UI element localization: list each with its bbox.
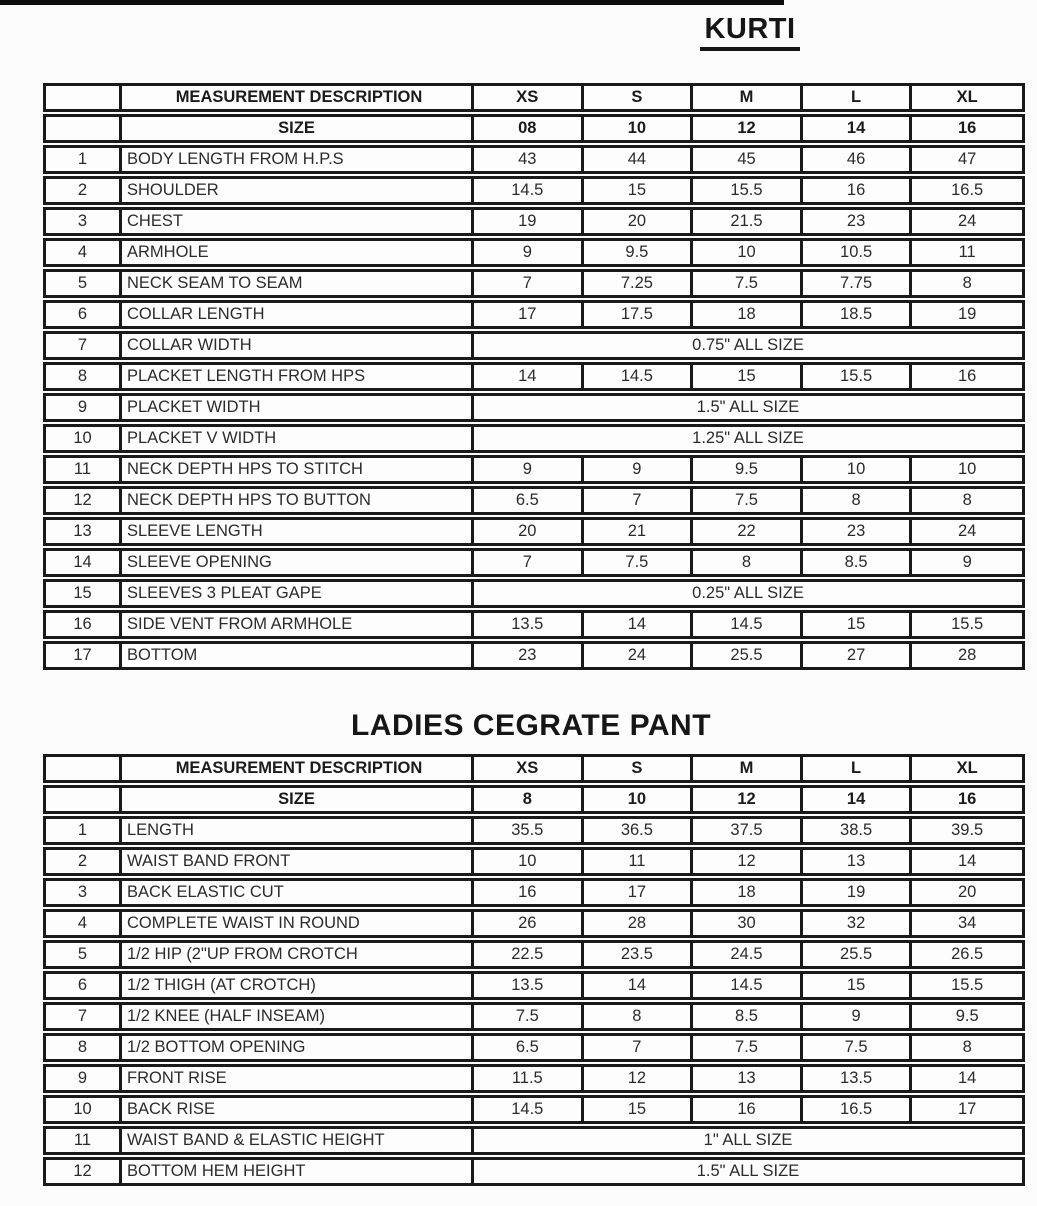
size-column-header: M [693, 757, 803, 780]
table-row [43, 176, 1025, 205]
size-number-cell: 8 [474, 788, 584, 811]
measurement-description-header: MEASUREMENT DESCRIPTION [122, 757, 474, 780]
size-value-cell: 27 [803, 644, 913, 667]
size-value-cell: 7 [584, 1036, 694, 1059]
size-value-cell: 16 [474, 881, 584, 904]
all-size-merged-cell: 0.25" ALL SIZE [692, 584, 804, 602]
size-number-cell: 12 [693, 788, 803, 811]
size-value-cell: 24 [958, 522, 977, 540]
size-value-cell: 15 [693, 365, 803, 388]
size-value-cell: 17 [474, 303, 584, 326]
size-value-cell: 21 [584, 520, 694, 543]
size-value-cell: 28 [584, 912, 694, 935]
size-value-cell: 16 [803, 179, 913, 202]
measurement-description-cell: BACK ELASTIC CUT [122, 881, 474, 904]
measurement-description-cell: COMPLETE WAIST IN ROUND [122, 912, 474, 935]
size-number-cell: 14 [803, 117, 913, 140]
row-number-cell: 14 [46, 551, 122, 574]
size-value-cell: 46 [803, 148, 913, 171]
size-value-cell: 9 [474, 458, 584, 481]
size-value-cell: 7.5 [584, 551, 694, 574]
size-value-cell: 19 [474, 210, 584, 233]
size-value-cell: 35.5 [474, 819, 584, 842]
size-value-cell: 8 [962, 491, 972, 509]
size-value-cell: 20 [584, 210, 694, 233]
row-number-cell: 1 [46, 819, 122, 842]
measurement-description-cell: WAIST BAND & ELASTIC HEIGHT [122, 1129, 474, 1152]
measurement-description-cell: 1/2 HIP (2"UP FROM CROTCH [122, 943, 474, 966]
measurement-description-cell: SHOULDER [122, 179, 474, 202]
table-row [43, 393, 1025, 422]
table-row [43, 1002, 1025, 1031]
size-value-cell: 47 [958, 150, 977, 168]
table-row [43, 362, 1025, 391]
measurement-description-cell: SLEEVES 3 PLEAT GAPE [122, 582, 474, 605]
size-value-cell: 23 [474, 644, 584, 667]
row-number-cell: 3 [46, 881, 122, 904]
row-number-cell: 5 [46, 943, 122, 966]
all-size-merged-cell: 0.75" ALL SIZE [692, 336, 804, 354]
size-value-cell: 8 [584, 1005, 694, 1028]
all-size-merged-cell: 1.5" ALL SIZE [696, 1162, 800, 1180]
measurement-description-cell: PLACKET LENGTH FROM HPS [122, 365, 474, 388]
size-value-cell: 23 [803, 520, 913, 543]
size-value-cell: 7 [474, 272, 584, 295]
size-value-cell: 10 [803, 458, 913, 481]
row-number-cell [46, 86, 122, 109]
table-row [43, 269, 1025, 298]
table-row [43, 940, 1025, 969]
size-value-cell: 14 [474, 365, 584, 388]
size-value-cell: 16 [693, 1098, 803, 1121]
row-number-cell: 12 [46, 489, 122, 512]
scan-artifact-top-bar [0, 0, 784, 5]
size-value-cell: 10 [958, 460, 977, 478]
size-value-cell: 43 [474, 148, 584, 171]
measurement-description-cell: LENGTH [122, 819, 474, 842]
size-value-cell: 14.5 [693, 613, 803, 636]
row-number-cell: 17 [46, 644, 122, 667]
kurti-measurement-table [43, 83, 1025, 670]
size-value-cell: 7 [584, 489, 694, 512]
size-value-cell: 13.5 [474, 613, 584, 636]
size-value-cell: 7.25 [584, 272, 694, 295]
table-row [43, 816, 1025, 845]
size-value-cell: 8.5 [693, 1005, 803, 1028]
size-row-label: SIZE [122, 117, 474, 140]
row-number-cell: 11 [46, 458, 122, 481]
size-value-cell: 15.5 [693, 179, 803, 202]
size-value-cell: 26 [474, 912, 584, 935]
measurement-description-cell: NECK DEPTH HPS TO STITCH [122, 458, 474, 481]
size-value-cell: 30 [693, 912, 803, 935]
measurement-description-cell: CHEST [122, 210, 474, 233]
table-row [43, 878, 1025, 907]
size-column-header: XS [474, 86, 584, 109]
size-value-cell: 10 [474, 850, 584, 873]
table-row [43, 517, 1025, 546]
table-row [43, 579, 1025, 608]
size-value-cell: 34 [958, 914, 977, 932]
pant-title: LADIES CEGRATE PANT [350, 709, 712, 742]
size-value-cell: 38.5 [803, 819, 913, 842]
row-number-cell: 15 [46, 582, 122, 605]
size-value-cell: 37.5 [693, 819, 803, 842]
kurti-title [650, 13, 850, 46]
row-number-cell: 6 [46, 974, 122, 997]
size-column-header: L [803, 86, 913, 109]
table-row [43, 785, 1025, 814]
size-value-cell: 15 [584, 179, 694, 202]
size-number-cell: 08 [474, 117, 584, 140]
size-column-header: M [693, 86, 803, 109]
size-value-cell: 9 [803, 1005, 913, 1028]
size-value-cell: 9.5 [584, 241, 694, 264]
size-number-cell: 16 [958, 119, 977, 137]
size-value-cell: 14 [958, 852, 977, 870]
table-row [43, 424, 1025, 453]
size-value-cell: 22.5 [474, 943, 584, 966]
table-row [43, 300, 1025, 329]
all-size-merged-cell: 1.25" ALL SIZE [692, 429, 804, 447]
table-row [43, 610, 1025, 639]
row-number-cell: 3 [46, 210, 122, 233]
measurement-description-cell: BOTTOM [122, 644, 474, 667]
measurement-description-cell: WAIST BAND FRONT [122, 850, 474, 873]
measurement-description-header: MEASUREMENT DESCRIPTION [122, 86, 474, 109]
size-value-cell: 44 [584, 148, 694, 171]
size-value-cell: 19 [803, 881, 913, 904]
size-value-cell: 6.5 [474, 489, 584, 512]
size-value-cell: 9.5 [955, 1007, 979, 1025]
size-value-cell: 23.5 [584, 943, 694, 966]
size-value-cell: 23 [803, 210, 913, 233]
measurement-description-cell: 1/2 KNEE (HALF INSEAM) [122, 1005, 474, 1028]
size-value-cell: 11 [584, 850, 694, 873]
size-value-cell: 15.5 [803, 365, 913, 388]
size-column-header: L [803, 757, 913, 780]
size-value-cell: 12 [693, 850, 803, 873]
measurement-description-cell: NECK SEAM TO SEAM [122, 272, 474, 295]
size-value-cell: 7.5 [474, 1005, 584, 1028]
row-number-cell: 11 [46, 1129, 122, 1152]
row-number-cell: 10 [46, 427, 122, 450]
size-column-header: XL [956, 759, 978, 777]
size-value-cell: 14.5 [474, 1098, 584, 1121]
measurement-description-cell: 1/2 BOTTOM OPENING [122, 1036, 474, 1059]
size-value-cell: 14.5 [693, 974, 803, 997]
size-value-cell: 18 [693, 303, 803, 326]
row-number-cell: 2 [46, 850, 122, 873]
size-number-cell: 10 [584, 788, 694, 811]
size-value-cell: 15.5 [951, 976, 984, 994]
size-value-cell: 24 [958, 212, 977, 230]
table-row [43, 207, 1025, 236]
table-row [43, 641, 1025, 670]
size-value-cell: 21.5 [693, 210, 803, 233]
size-column-header: XS [474, 757, 584, 780]
size-value-cell: 14 [584, 613, 694, 636]
size-value-cell: 11 [958, 243, 976, 261]
measurement-description-cell: COLLAR LENGTH [122, 303, 474, 326]
row-number-cell: 4 [46, 241, 122, 264]
table-row [43, 486, 1025, 515]
measurement-description-cell: FRONT RISE [122, 1067, 474, 1090]
row-number-cell [46, 757, 122, 780]
size-value-cell: 9 [474, 241, 584, 264]
size-value-cell: 9 [584, 458, 694, 481]
size-value-cell: 6.5 [474, 1036, 584, 1059]
table-row [43, 754, 1025, 783]
size-value-cell: 25.5 [693, 644, 803, 667]
row-number-cell: 2 [46, 179, 122, 202]
measurement-description-cell: COLLAR WIDTH [122, 334, 474, 357]
size-value-cell: 13 [693, 1067, 803, 1090]
row-number-cell: 8 [46, 365, 122, 388]
table-row [43, 548, 1025, 577]
size-value-cell: 18.5 [803, 303, 913, 326]
size-value-cell: 8 [962, 274, 972, 292]
size-number-cell: 16 [958, 790, 977, 808]
size-value-cell: 8 [962, 1038, 972, 1056]
table-row [43, 1126, 1025, 1155]
size-value-cell: 22 [693, 520, 803, 543]
size-value-cell: 15 [803, 613, 913, 636]
size-value-cell: 16 [958, 367, 977, 385]
size-value-cell: 16.5 [803, 1098, 913, 1121]
size-value-cell: 9.5 [693, 458, 803, 481]
table-row [43, 847, 1025, 876]
measurement-description-cell: NECK DEPTH HPS TO BUTTON [122, 489, 474, 512]
row-number-cell: 5 [46, 272, 122, 295]
size-number-cell: 14 [803, 788, 913, 811]
size-value-cell: 12 [584, 1067, 694, 1090]
row-number-cell [46, 117, 122, 140]
size-value-cell: 24.5 [693, 943, 803, 966]
table-row [43, 145, 1025, 174]
size-value-cell: 36.5 [584, 819, 694, 842]
size-value-cell: 7.5 [693, 489, 803, 512]
measurement-description-cell: SLEEVE OPENING [122, 551, 474, 574]
size-value-cell: 8 [693, 551, 803, 574]
size-value-cell: 15 [584, 1098, 694, 1121]
row-number-cell [46, 788, 122, 811]
size-value-cell: 28 [958, 646, 977, 664]
size-value-cell: 14 [958, 1069, 977, 1087]
size-value-cell: 18 [693, 881, 803, 904]
measurement-description-cell: BACK RISE [122, 1098, 474, 1121]
size-value-cell: 14.5 [474, 179, 584, 202]
table-row [43, 1033, 1025, 1062]
row-number-cell: 10 [46, 1098, 122, 1121]
measurement-description-cell: PLACKET WIDTH [122, 396, 474, 419]
table-row [43, 114, 1025, 143]
size-value-cell: 14 [584, 974, 694, 997]
size-value-cell: 17 [584, 881, 694, 904]
measurement-description-cell: SIDE VENT FROM ARMHOLE [122, 613, 474, 636]
table-row [43, 331, 1025, 360]
measurement-description-cell: 1/2 THIGH (AT CROTCH) [122, 974, 474, 997]
size-column-header: S [584, 757, 694, 780]
row-number-cell: 9 [46, 396, 122, 419]
all-size-merged-cell: 1.5" ALL SIZE [696, 398, 800, 416]
size-value-cell: 7.5 [693, 272, 803, 295]
measurement-description-cell: PLACKET V WIDTH [122, 427, 474, 450]
table-row [43, 971, 1025, 1000]
all-size-merged-cell: 1" ALL SIZE [703, 1131, 793, 1149]
table-row [43, 238, 1025, 267]
size-value-cell: 32 [803, 912, 913, 935]
kurti-title-text: KURTI [700, 13, 799, 51]
size-value-cell: 15 [803, 974, 913, 997]
size-value-cell: 19 [958, 305, 977, 323]
size-value-cell: 8 [803, 489, 913, 512]
row-number-cell: 1 [46, 148, 122, 171]
row-number-cell: 7 [46, 334, 122, 357]
size-value-cell: 8.5 [803, 551, 913, 574]
size-number-cell: 12 [693, 117, 803, 140]
size-value-cell: 24 [584, 644, 694, 667]
size-value-cell: 16.5 [951, 181, 984, 199]
size-value-cell: 17 [958, 1100, 977, 1118]
size-value-cell: 14.5 [584, 365, 694, 388]
size-value-cell: 15.5 [951, 615, 984, 633]
table-row [43, 1064, 1025, 1093]
size-value-cell: 13.5 [803, 1067, 913, 1090]
size-value-cell: 7 [474, 551, 584, 574]
row-number-cell: 13 [46, 520, 122, 543]
row-number-cell: 12 [46, 1160, 122, 1183]
table-row [43, 83, 1025, 112]
row-number-cell: 16 [46, 613, 122, 636]
size-value-cell: 13 [803, 850, 913, 873]
table-row [43, 1157, 1025, 1186]
pant-measurement-table [43, 754, 1025, 1186]
measurement-description-cell: BOTTOM HEM HEIGHT [122, 1160, 474, 1183]
size-value-cell: 9 [962, 553, 972, 571]
size-value-cell: 7.75 [803, 272, 913, 295]
size-value-cell: 7.5 [803, 1036, 913, 1059]
size-value-cell: 13.5 [474, 974, 584, 997]
measurement-description-cell: SLEEVE LENGTH [122, 520, 474, 543]
size-row-label: SIZE [122, 788, 474, 811]
row-number-cell: 9 [46, 1067, 122, 1090]
row-number-cell: 8 [46, 1036, 122, 1059]
table-row [43, 909, 1025, 938]
size-column-header: XL [956, 88, 978, 106]
measurement-description-cell: BODY LENGTH FROM H.P.S [122, 148, 474, 171]
size-value-cell: 10.5 [803, 241, 913, 264]
size-number-cell: 10 [584, 117, 694, 140]
row-number-cell: 7 [46, 1005, 122, 1028]
size-value-cell: 39.5 [951, 821, 984, 839]
size-value-cell: 20 [474, 520, 584, 543]
size-column-header: S [584, 86, 694, 109]
size-value-cell: 11.5 [474, 1067, 584, 1090]
size-value-cell: 17.5 [584, 303, 694, 326]
size-value-cell: 26.5 [951, 945, 984, 963]
size-value-cell: 10 [693, 241, 803, 264]
size-value-cell: 20 [958, 883, 977, 901]
measurement-description-cell: ARMHOLE [122, 241, 474, 264]
table-row [43, 1095, 1025, 1124]
size-value-cell: 25.5 [803, 943, 913, 966]
size-value-cell: 7.5 [693, 1036, 803, 1059]
row-number-cell: 6 [46, 303, 122, 326]
size-value-cell: 45 [693, 148, 803, 171]
row-number-cell: 4 [46, 912, 122, 935]
table-row [43, 455, 1025, 484]
